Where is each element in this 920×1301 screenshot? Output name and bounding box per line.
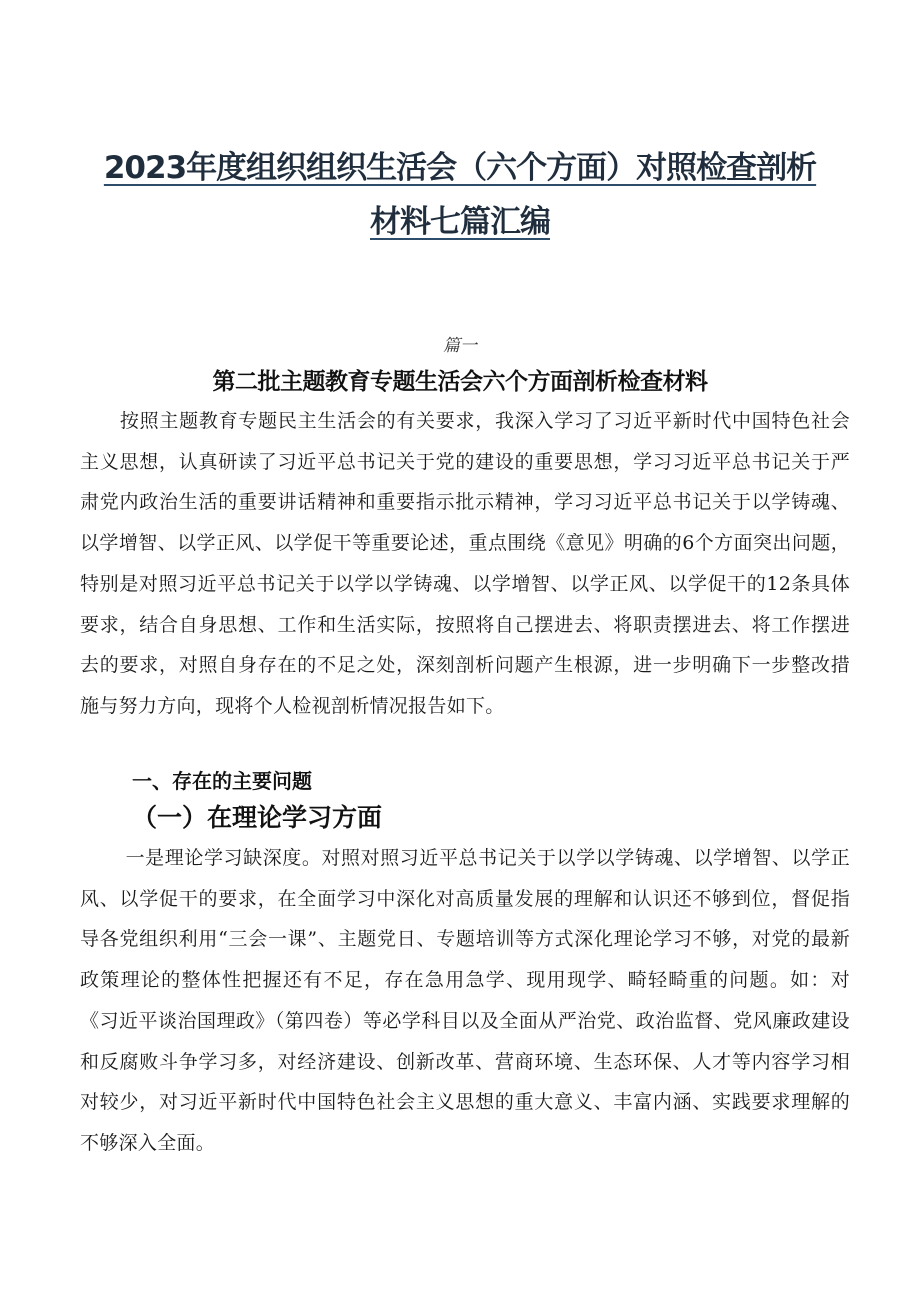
section-heading: 一、存在的主要问题 <box>132 769 312 793</box>
document-title-line-2: 材料七篇汇编 <box>370 204 550 240</box>
subsection-heading: （一）在理论学习方面 <box>132 803 383 832</box>
part-label: 篇一 <box>443 336 477 356</box>
intro-paragraph: 按照主题教育专题民主生活会的有关要求，我深入学习了习近平新时代中国特色社会主义思想，认真研读了习近平总书记关于党的建设的重要思想，学习习近平总书记关于严肃党内政治生活的重要讲话精神和重要指示批示精神，学习习近平总书记关于以学铸魂、以学增智、以学正风、以学促干等重要论述，重点围绕《意见》明确的6个方面突出问题，特别是对照习近平总书记关于以学以学铸魂、以学增智、以学正风、以学促干的12条具体要求，结合自身思想、工作和生活实际，按照将自己摆进去、将职责摆进去、将工作摆进去的要求，对照自身存在的不足之处，深刻剖析问题产生根源，进一步明确下一步整改措施与努力方向，现将个人检视剖析情况报告如下。 <box>80 410 850 717</box>
body-paragraph: 一是理论学习缺深度。对照对照习近平总书记关于以学以学铸魂、以学增智、以学正风、以学促干的要求，在全面学习中深化对高质量发展的理解和认识还不够到位，督促指导各党组织利用“三会一课”、主题党日、专题培训等方式深化理论学习不够，对党的最新政策理论的整体性把握还有不足，存在急用急学、现用现学、畸轻畸重的问题。如：对《习近平谈治国理政》（第四卷）等必学科目以及全面从严治党、政治监督、党风廉政建设和反腐败斗争学习多，对经济建设、创新改革、营商环境、生态环保、人才等内容学习相对较少，对习近平新时代中国特色社会主义思想的重大意义、丰富内涵、实践要求理解的不够深入全面。 <box>80 847 850 1154</box>
article-title: 第二批主题教育专题生活会六个方面剖析检查材料 <box>212 369 708 395</box>
document-title-line-1: 2023年度组织组织生活会（六个方面）对照检查剖析 <box>103 150 817 186</box>
